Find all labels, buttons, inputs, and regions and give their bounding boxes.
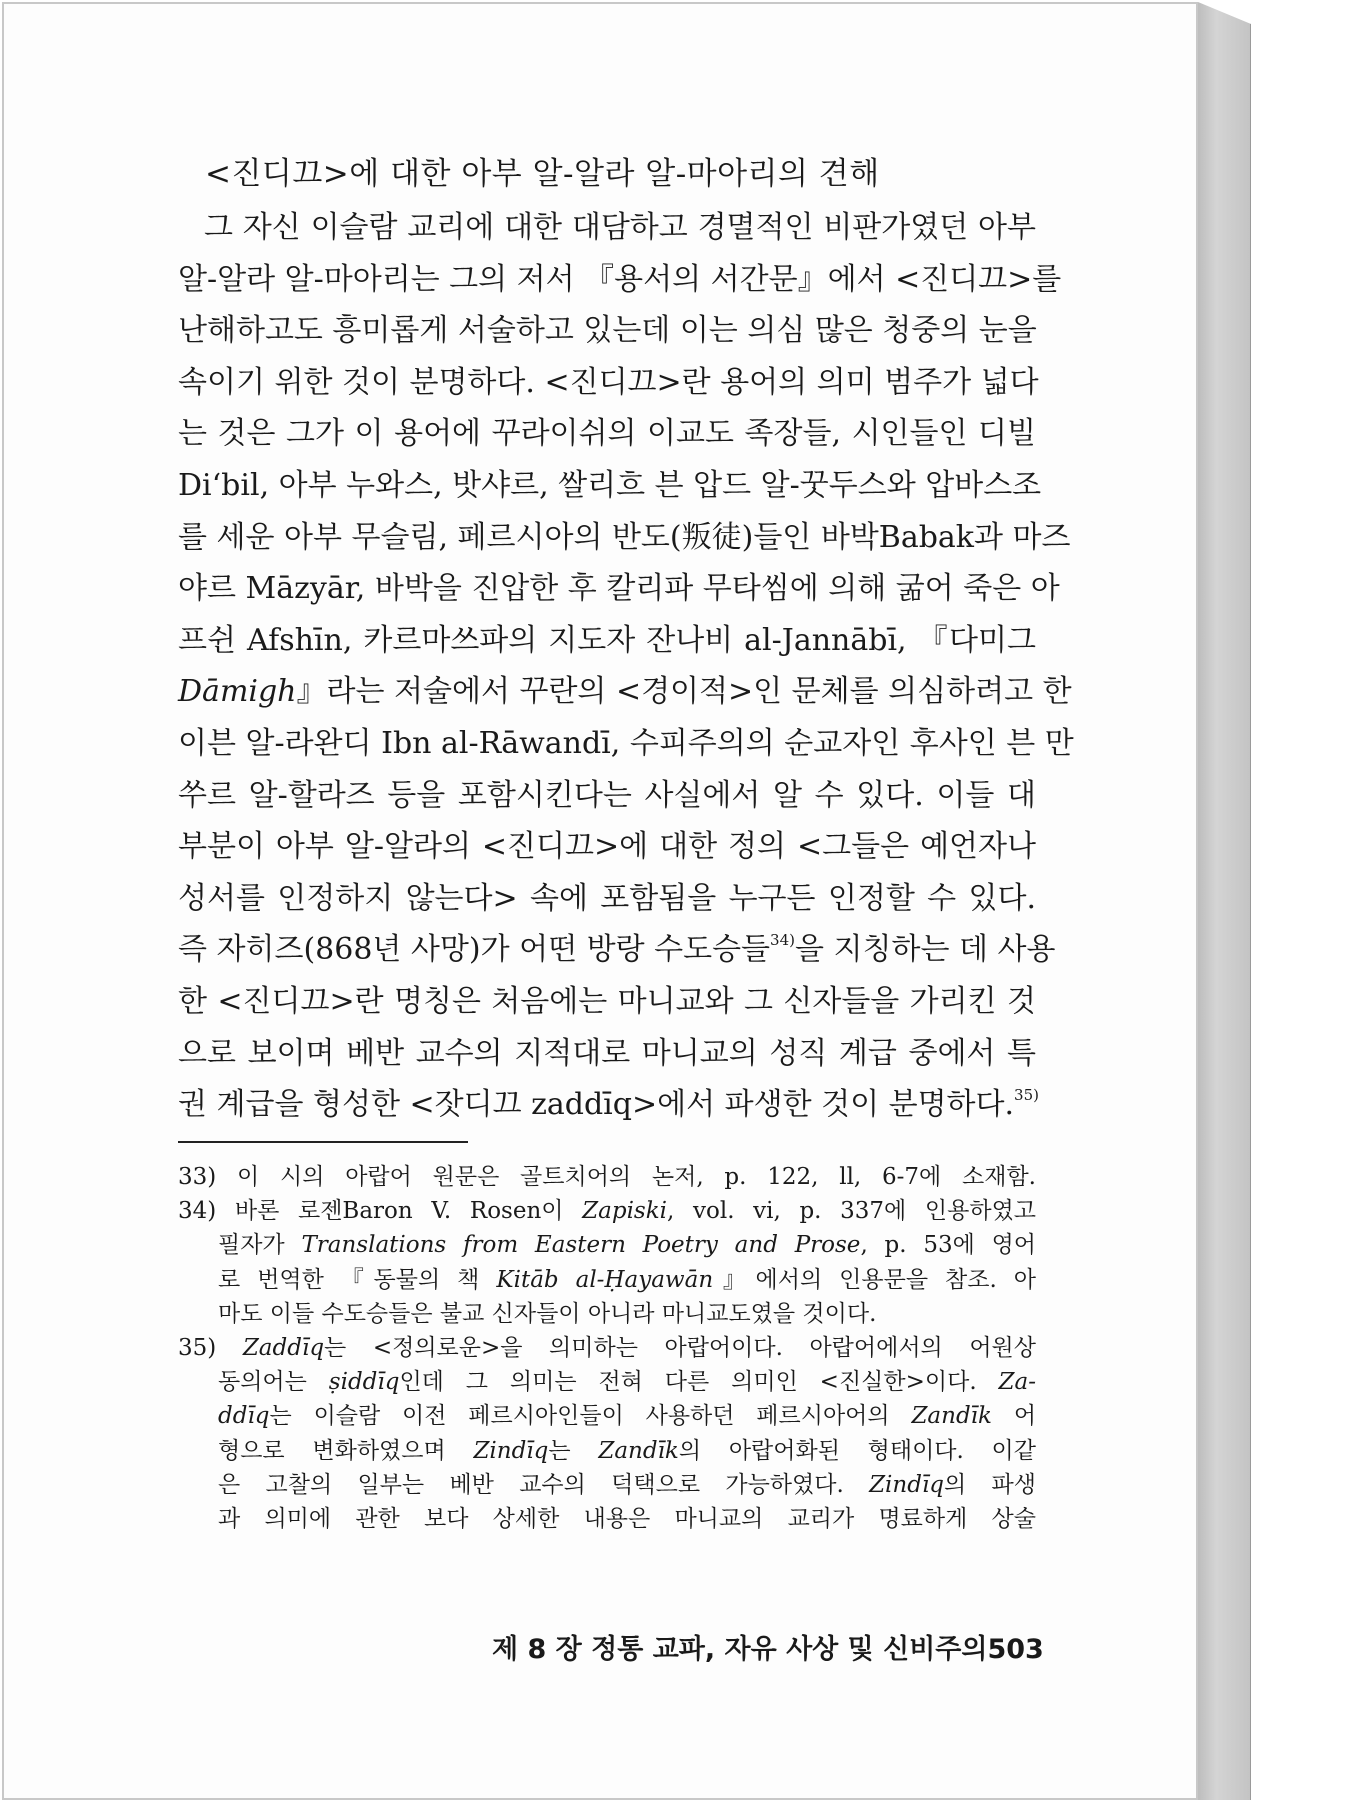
footnote-text: 동의어는 <box>218 1369 307 1396</box>
footnote-35-cont <box>178 1365 1036 1399</box>
footnote-text: 』에서의 인용문을 참조. 아 <box>713 1266 1036 1293</box>
body-line: 알-알라 알-마아리는 그의 저서 『용서의 서간문』에서 <진디끄>를 <box>178 261 1062 297</box>
body-paragraph <box>178 202 1074 1131</box>
footnote-italic: Zandīk <box>911 1403 992 1430</box>
footnote-text: 은 고찰의 일부는 베반 교수의 덕택으로 가능하였다. <box>218 1471 844 1498</box>
footnote-text: 필자가 <box>218 1232 285 1259</box>
footnote-text: 의 아랍어화된 형태이다. 이같 <box>678 1437 1036 1464</box>
footnote-ref-35[interactable]: 35) <box>1014 1086 1039 1105</box>
body-line-text: 즉 자히즈(868년 사망)가 어떤 방랑 수도승들 <box>178 932 771 968</box>
footnote-text: 어 <box>1013 1403 1037 1430</box>
footnote-italic: Translations from Eastern Poetry and Prose <box>301 1232 861 1259</box>
body-line: 이븐 알-라완디 Ibn al-Rāwandī, 수피주의의 순교자인 후사인 븐 만 <box>178 725 1074 761</box>
body-line-text: 을 지칭하는 데 사용 <box>794 932 1056 968</box>
footnote-text: , p. 53에 영어 <box>860 1232 1037 1259</box>
body-line <box>178 666 1072 718</box>
body-line: 쑤르 알-할라즈 등을 포함시킨다는 사실에서 알 수 있다. 이들 대 <box>178 777 1036 813</box>
footnote-text: 는 <정의로운>을 의미하는 아랍어이다. 아랍어에서의 어원상 <box>324 1334 1036 1361</box>
footnote-italic: Zapiski <box>582 1198 668 1225</box>
footnote-35-cont <box>178 1399 1036 1433</box>
footnote-35-cont: 과 의미에 관한 보다 상세한 내용은 마니교의 교리가 명료하게 상술 <box>218 1505 1036 1532</box>
footnote-34-cont <box>178 1263 1036 1297</box>
footnote-text: 형으로 변화하였으며 <box>218 1437 446 1464</box>
body-line-text: 라는 저술에서 꾸란의 <경이적>인 문체를 의심하려고 한 <box>326 674 1072 710</box>
body-line-text: 권 계급을 형성한 <잣디끄 zaddīq>에서 파생한 것이 분명하다. <box>178 1087 1015 1123</box>
footnote-text: , vol. vi, p. 337에 인용하였고 <box>667 1198 1037 1225</box>
body-line: 부분이 아부 알-알라의 <진디끄>에 대한 정의 <그들은 예언자나 <box>178 829 1036 865</box>
footnote-text: 는 이슬람 이전 페르시아인들이 사용하던 페르시아어의 <box>269 1403 890 1430</box>
footnote-33: 33) 이 시의 아랍어 원문은 골트치어의 논저, p. 122, ll, 6-7에 소재함. <box>178 1164 1036 1190</box>
body-line: 한 <진디끄>란 명칭은 처음에는 마니교와 그 신자들을 가리킨 것 <box>178 983 1036 1019</box>
body-line: 는 것은 그가 이 용어에 꾸라이쉬의 이교도 족장들, 시인들인 디빌 <box>178 416 1036 452</box>
page-footer <box>492 1628 1044 1672</box>
book-spine-edge <box>1198 2 1251 1800</box>
footnote-35 <box>178 1331 1036 1365</box>
footnotes <box>178 1160 1036 1536</box>
page-number: 503 <box>987 1634 1044 1665</box>
footnote-ref-34[interactable]: 34) <box>770 931 795 950</box>
footnote-italic: Zaddīq <box>242 1334 325 1361</box>
footnote-34-cont: 마도 이들 수도승들은 불교 신자들이 아니라 마니교도였을 것이다. <box>218 1300 877 1327</box>
footnote-italic: ṣiddīq <box>328 1369 400 1396</box>
footnote-italic: Kitāb al-Ḥayawān <box>496 1266 714 1293</box>
footnote-divider <box>178 1141 468 1143</box>
footnote-text: 는 <box>548 1437 571 1464</box>
running-chapter-title: 제 8 장 정통 교파, 자유 사상 및 신비주의 <box>492 1634 988 1665</box>
body-line: 난해하고도 흥미롭게 서술하고 있는데 이는 의심 많은 청중의 눈을 <box>178 313 1037 349</box>
section-heading: <진디끄>에 대한 아부 알-알라 알-마아리의 견해 <box>205 156 880 192</box>
footnote-text: 로 번역한 『동물의 책 <box>218 1266 480 1293</box>
body-line: 속이기 위한 것이 분명하다. <진디끄>란 용어의 의미 범주가 넓다 <box>178 364 1039 400</box>
footnote-34 <box>178 1194 1036 1228</box>
damigh-title: Dāmigh <box>178 674 297 710</box>
damigh-close: 』 <box>296 674 327 710</box>
footnote-text: 인데 그 의미는 전혀 다른 의미인 <진실한>이다. <box>399 1369 977 1396</box>
footnote-italic: Za- <box>998 1369 1037 1396</box>
footnote-italic: ddīq <box>218 1403 270 1430</box>
body-line: 프쉰 Afshīn, 카르마쓰파의 지도자 잔나비 al-Jannābī, 『다미그 <box>178 622 1036 658</box>
footnote-35-cont <box>178 1434 1036 1468</box>
footnote-italic: Zandīk <box>598 1437 679 1464</box>
body-line: 를 세운 아부 무슬림, 페르시아의 반도(叛徒)들인 바박Babak과 마즈 <box>178 519 1071 555</box>
footnote-text: 34) 바론 로젠Baron V. Rosen이 <box>178 1198 564 1225</box>
footnote-italic: Zindīq <box>869 1471 945 1498</box>
body-line: 으로 보이며 베반 교수의 지적대로 마니교의 성직 계급 중에서 특 <box>178 1035 1036 1071</box>
footnote-34-cont <box>178 1228 1036 1262</box>
footnote-35-cont <box>178 1468 1036 1502</box>
body-line: 그 자신 이슬람 교리에 대한 대담하고 경멸적인 비판가였던 아부 <box>204 210 1036 245</box>
body-line <box>178 924 1056 976</box>
body-line: 성서를 인정하지 않는다> 속에 포함됨을 누구든 인정할 수 있다. <box>178 880 1036 916</box>
footnote-italic: Zindīq <box>473 1437 549 1464</box>
body-line: Di‘bil, 아부 누와스, 밧샤르, 쌀리흐 븐 압드 알-꿋두스와 압바스조 <box>178 467 1042 503</box>
footnote-text: 의 파생 <box>944 1471 1036 1498</box>
body-line: 야르 Māzyār, 바박을 진압한 후 칼리파 무타씸에 의해 굶어 죽은 아 <box>178 571 1060 607</box>
footnote-text: 35) <box>178 1334 217 1361</box>
body-line <box>178 1079 1039 1131</box>
